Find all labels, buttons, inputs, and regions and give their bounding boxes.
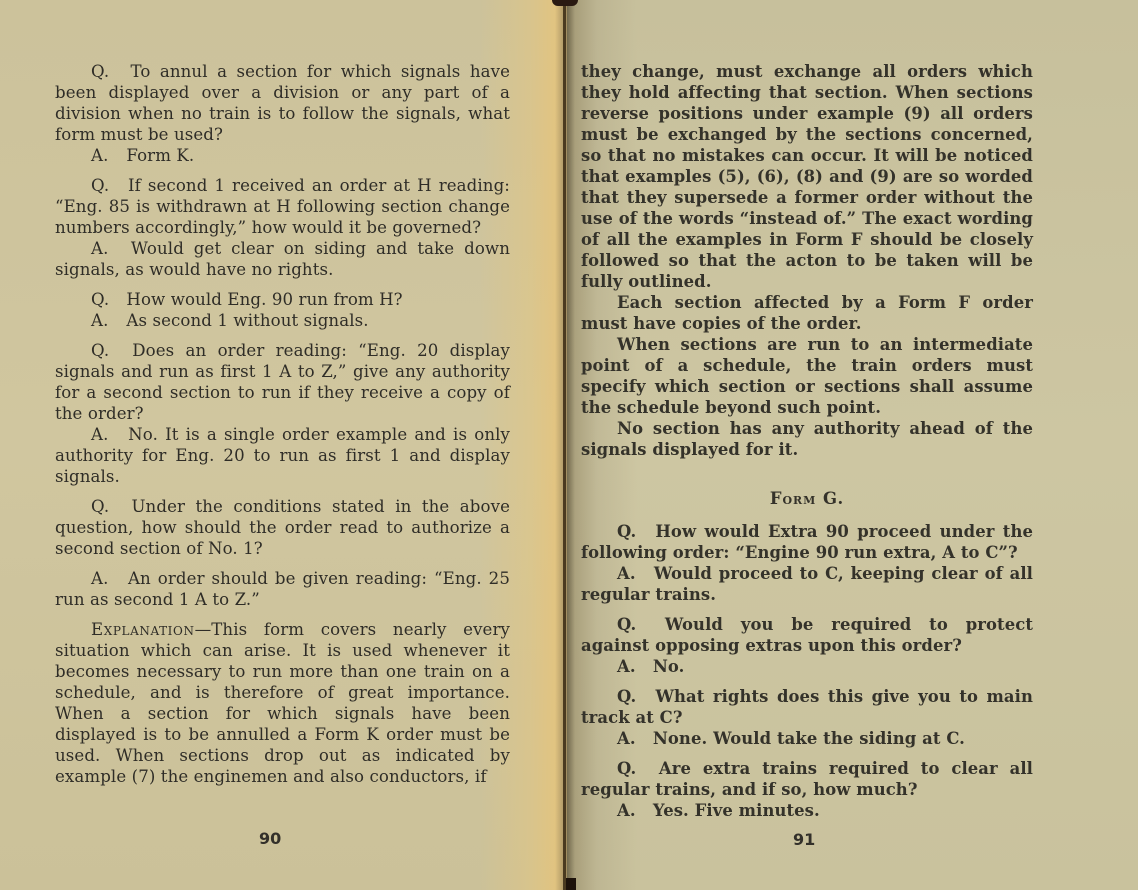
question	[581, 521, 1033, 563]
page-number-left: 90	[259, 829, 282, 848]
question-text: How would Eng. 90 run from H?	[126, 290, 403, 309]
explanation-label: Explanation	[91, 620, 195, 639]
question-text: How would Extra 90 proceed under the following order: “Engine 90 run extra, A to C”?	[581, 522, 1034, 562]
question-text: Would you be required to protect against opposing extras upon this order?	[581, 615, 1033, 655]
a-label: A.	[91, 146, 109, 165]
section-heading-form-g: Form G.	[769, 489, 845, 508]
left-page-text	[55, 61, 510, 787]
q-label: Q.	[91, 62, 110, 81]
answer	[55, 145, 510, 166]
q-label: Q.	[617, 687, 637, 706]
explanation-paragraph	[55, 619, 510, 787]
spine-bottom-shadow	[566, 878, 576, 890]
question-text: What rights does this give you to main track at C?	[581, 687, 1033, 727]
a-label: A.	[91, 311, 109, 330]
a-label: A.	[91, 425, 109, 444]
question	[55, 289, 510, 310]
answer-text: Would proceed to C, keeping clear of all regular trains.	[581, 564, 1033, 604]
question	[581, 758, 1033, 800]
book-gutter	[563, 0, 566, 890]
question-text: Are extra trains required to clear all regular trains, and if so, how much?	[581, 759, 1034, 799]
right-page	[567, 0, 1138, 890]
answer-text: No.	[652, 657, 685, 676]
answer-text: Yes. Five minutes.	[652, 801, 820, 820]
answer-text: An order should be given reading: “Eng. 25 run as second 1 A to Z.”	[55, 569, 510, 609]
question	[55, 175, 510, 238]
answer	[55, 310, 510, 331]
body-paragraph: Each section affected by a Form F order must have copies of the order.	[581, 293, 1033, 333]
a-label: A.	[91, 239, 109, 258]
a-label: A.	[617, 801, 636, 820]
answer	[581, 800, 1033, 821]
q-label: Q.	[91, 290, 110, 309]
question	[581, 686, 1033, 728]
question	[55, 496, 510, 559]
answer-text: As second 1 without signals.	[126, 311, 369, 330]
q-label: Q.	[91, 176, 110, 195]
question	[55, 340, 510, 424]
q-label: Q.	[617, 759, 637, 778]
q-label: Q.	[91, 341, 110, 360]
body-paragraph: When sections are run to an intermediate point of a schedule, the train orders must specify which section or sections shall assume the schedule beyond such point.	[581, 335, 1033, 417]
answer	[581, 563, 1033, 605]
spine-top-shadow	[552, 0, 578, 6]
q-label: Q.	[91, 497, 110, 516]
continued-paragraph: they change, must exchange all orders which they hold affecting that section. When sections reverse positions under example (9) all orders must be exchanged by the sections concerned, so that no mistakes can occur. It will be noticed that examples (5), (6), (8) and (9) are so worded that they supersede a former order without the use of the words “instead of.” The exact wording of all the examples in Form F should be closely followed so that the acton to be taken will be fully outlined.	[581, 62, 1033, 291]
answer-text: None. Would take the siding at C.	[652, 729, 965, 748]
question	[581, 614, 1033, 656]
explanation-text: —This form covers nearly every situation which can arise. It is used whenever it becomes necessary to run more than one train on a schedule, and is therefore of great importance. When a section for which signals have been displayed is to be annulled a Form K order must be used. When sections drop out as indicated by example (7) the enginemen and also conductors, if	[55, 620, 510, 786]
answer	[55, 424, 510, 487]
q-label: Q.	[617, 615, 637, 634]
body-paragraph: No section has any authority ahead of the signals displayed for it.	[581, 419, 1033, 459]
a-label: A.	[91, 569, 109, 588]
a-label: A.	[617, 564, 636, 583]
answer	[581, 656, 1033, 677]
answer	[581, 728, 1033, 749]
right-page-text	[581, 61, 1033, 821]
page-number-right: 91	[793, 830, 816, 849]
answer	[55, 568, 510, 610]
answer-text: No. It is a single order example and is only authority for Eng. 20 to run as first 1 and display signals.	[55, 425, 510, 486]
q-label: Q.	[617, 522, 637, 541]
answer-text: Would get clear on siding and take down signals, as would have no rights.	[55, 239, 510, 279]
left-page	[0, 0, 567, 890]
question-text: Does an order reading: “Eng. 20 display signals and run as first 1 A to Z,” give any authority for a second section to run if they receive a copy of the order?	[55, 341, 511, 423]
question-text: To annul a section for which signals have been displayed over a division or any part of a division when no train is to follow the signals, what form must be used?	[55, 62, 511, 144]
a-label: A.	[617, 657, 636, 676]
a-label: A.	[617, 729, 636, 748]
question-text: Under the conditions stated in the above question, how should the order read to authorize a second section of No. 1?	[55, 497, 511, 558]
answer-text: Form K.	[126, 146, 195, 165]
question	[55, 61, 510, 145]
answer	[55, 238, 510, 280]
question-text: If second 1 received an order at H reading: “Eng. 85 is withdrawn at H following section change numbers accordingly,” how would it be governed?	[55, 176, 510, 237]
